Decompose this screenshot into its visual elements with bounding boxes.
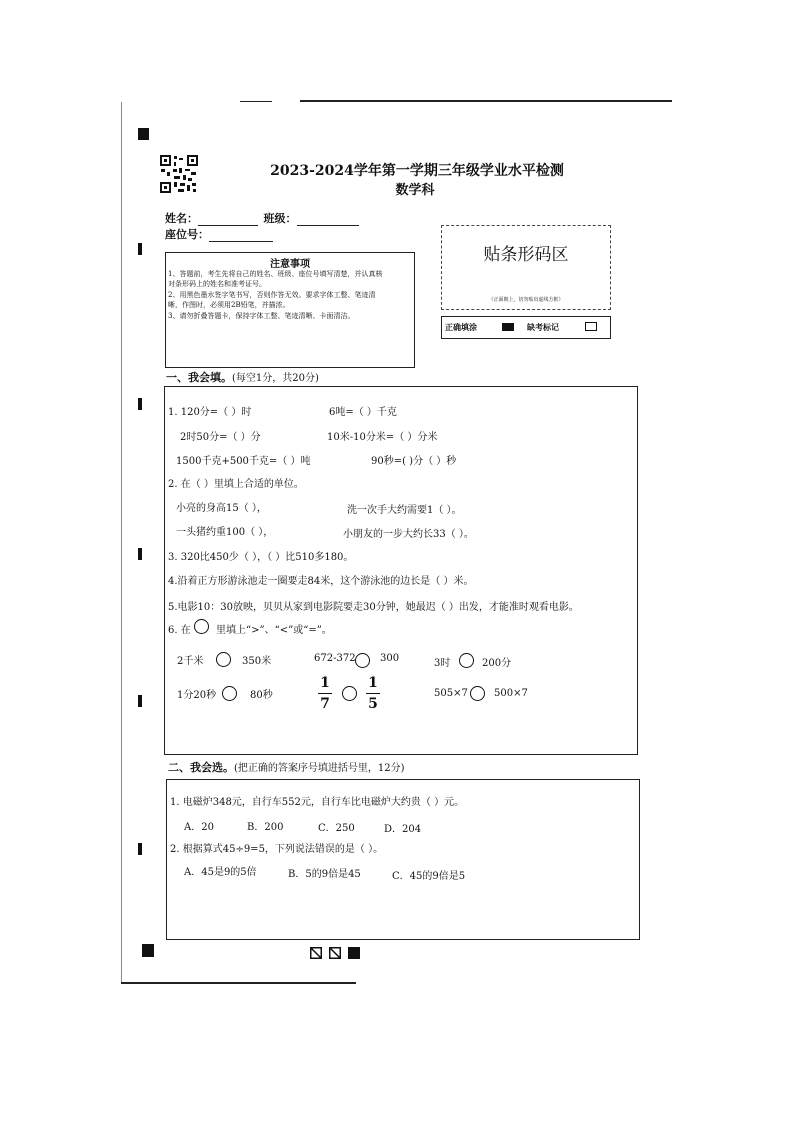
- notice-line-1: 1、答题前，考生先将自己的姓名、班级、座位号填写清楚，并认真核: [168, 270, 383, 278]
- q6-fraction-right-numerator: 1: [368, 675, 378, 691]
- q6-fraction-right: [366, 675, 380, 712]
- section1-title: 一、我会填。: [166, 371, 232, 384]
- seat-field[interactable]: [209, 232, 273, 242]
- q6-fraction-right-denominator: 5: [368, 696, 378, 712]
- q6-fraction-left: [318, 675, 332, 712]
- barcode-area: [441, 225, 611, 310]
- q2-c: 一头猪约重100（ ），: [176, 527, 274, 538]
- q6-item2-right: 300: [380, 653, 400, 664]
- timing-mark-1: [138, 243, 142, 255]
- q3: 3. 320比450少（ ），（ ）比510多180。: [168, 552, 354, 563]
- scan-left-line: [121, 102, 122, 982]
- q6-item5-answer-circle[interactable]: [470, 686, 485, 701]
- q1-f: 90秒=( )分（ ）秒: [371, 456, 457, 467]
- notice-title: 注意事项: [270, 259, 310, 270]
- timing-mark-2: [138, 398, 142, 410]
- q6-item1-left: 2千米: [177, 656, 204, 667]
- notice-line-2: 对条形码上的姓名和准考证号。: [168, 280, 266, 288]
- q2-stem: 2. 在（ ）里填上合适的单位。: [168, 479, 304, 490]
- fill-legend: [441, 316, 611, 339]
- correct-fill-sample: [502, 323, 514, 331]
- page-mark-slash-2-icon: [329, 947, 341, 959]
- q6-item5-left: 505×7: [434, 688, 468, 699]
- s2-q1-stem: 1. 电磁炉348元，自行车552元，自行车比电磁炉大约贵（ ）元。: [170, 797, 465, 808]
- q6-stem-b: 里填上“>”、“<”或“=”。: [216, 625, 332, 636]
- q6-item1-answer-circle[interactable]: [216, 652, 231, 667]
- correct-fill-label: 正确填涂: [445, 322, 477, 332]
- q6-fraction-answer-circle[interactable]: [342, 686, 357, 701]
- s2-q2-option-c[interactable]: C．45的9倍是5: [392, 871, 466, 882]
- q6-fraction-right-bar: [366, 693, 380, 694]
- timing-mark-5: [138, 843, 142, 855]
- q4: 4.沿着正方形游泳池走一圈要走84米，这个游泳池的边长是（ ）米。: [168, 576, 474, 587]
- s2-q1-option-b[interactable]: B．200: [247, 822, 284, 833]
- notice-line-3: 2、用黑色墨水签字笔书写，否则作答无效。要求字体工整、笔迹清: [168, 291, 376, 299]
- q6-item3-left: 3时: [434, 658, 451, 669]
- q2-a: 小亮的身高15（ ），: [176, 503, 267, 514]
- section2-note: (把正确的答案序号填进括号里，12分): [234, 763, 405, 774]
- class-field[interactable]: [297, 216, 359, 226]
- class-label: 班级：: [263, 212, 297, 225]
- name-label: 姓名：: [165, 212, 198, 225]
- q6-item3-right: 200分: [482, 658, 512, 669]
- s2-q2-option-a[interactable]: A．45是9的5倍: [184, 867, 257, 878]
- q6-item5-right: 500×7: [494, 688, 528, 699]
- s2-q2-option-b[interactable]: B．5的9倍是45: [288, 869, 361, 880]
- s2-q2-stem: 2. 根据算式45÷9=5，下列说法错误的是（ ）。: [170, 844, 384, 855]
- s2-q1-option-a[interactable]: A．20: [184, 822, 214, 833]
- notice-line-5: 3、请勿折叠答题卡，保持字体工整、笔迹清晰、卡面清洁。: [168, 312, 355, 320]
- name-field[interactable]: [198, 216, 258, 226]
- student-seat-row: [165, 226, 273, 242]
- barcode-title: 贴条形码区: [483, 245, 569, 265]
- q2-d: 小朋友的一步大约长33（ ）。: [343, 529, 474, 540]
- q6-fraction-left-denominator: 7: [320, 696, 330, 712]
- q6-item1-right: 350米: [242, 656, 272, 667]
- s2-q1-option-d[interactable]: D．204: [384, 824, 422, 835]
- q6-item4-left: 1分20秒: [177, 690, 217, 701]
- q6-item2-left: 672-372: [314, 653, 356, 664]
- q6-item3-answer-circle[interactable]: [459, 653, 474, 668]
- q6-fraction-left-numerator: 1: [320, 675, 330, 691]
- notice-box: [165, 252, 415, 368]
- q1-e: 1500千克+500千克=（ ）吨: [176, 456, 311, 467]
- q6-item4-right: 80秒: [250, 690, 273, 701]
- q5: 5.电影10：30放映，贝贝从家到电影院要走30分钟，她最迟（ ）出发，才能准时观看电影。: [168, 602, 579, 613]
- barcode-note: （正面朝上，切勿贴出虚线方框）: [488, 297, 564, 303]
- section1-heading: [166, 369, 319, 385]
- scan-top-line: [300, 100, 672, 102]
- q6-stem-circle-icon: [194, 619, 209, 634]
- registration-mark-bottom-left: [142, 944, 154, 957]
- q6-item2-answer-circle[interactable]: [355, 653, 370, 668]
- q1-c: 2时50分=（ ）分: [180, 432, 261, 443]
- seat-label: 座位号：: [165, 228, 209, 241]
- timing-mark-4: [138, 695, 142, 707]
- absent-mark-checkbox[interactable]: [585, 322, 597, 331]
- q2-b: 洗一次手大约需要1（ ）。: [347, 505, 462, 516]
- timing-mark-3: [138, 548, 142, 560]
- scan-bottom-line: [121, 982, 356, 984]
- q6-item4-answer-circle[interactable]: [222, 686, 237, 701]
- notice-line-4: 晰，作图时，必须用2B铅笔，并描浓。: [168, 301, 290, 309]
- page-mark-slash-1-icon: [310, 947, 322, 959]
- exam-subject: 数学科: [395, 183, 435, 198]
- q1-b: 6吨=（ ）千克: [329, 407, 397, 418]
- section2-heading: [168, 759, 405, 775]
- section2-title: 二、我会选。: [168, 761, 234, 774]
- q6-stem-a: 6. 在: [168, 625, 191, 636]
- page-mark-filled: [348, 947, 360, 959]
- q6-fraction-left-bar: [318, 693, 332, 694]
- section1-note: (每空1分，共20分): [232, 373, 319, 384]
- student-name-row: [165, 210, 359, 226]
- exam-title: 2023-2024学年第一学期三年级学业水平检测: [270, 163, 564, 179]
- q1-d: 10米-10分米=（ ）分米: [327, 432, 438, 443]
- registration-mark-top-left: [138, 128, 149, 140]
- absent-mark-label: 缺考标记: [527, 322, 559, 332]
- scan-top-line-short: [240, 101, 272, 102]
- s2-q1-option-c[interactable]: C．250: [318, 823, 355, 834]
- q1-a: 1. 120分=（ ）时: [168, 407, 252, 418]
